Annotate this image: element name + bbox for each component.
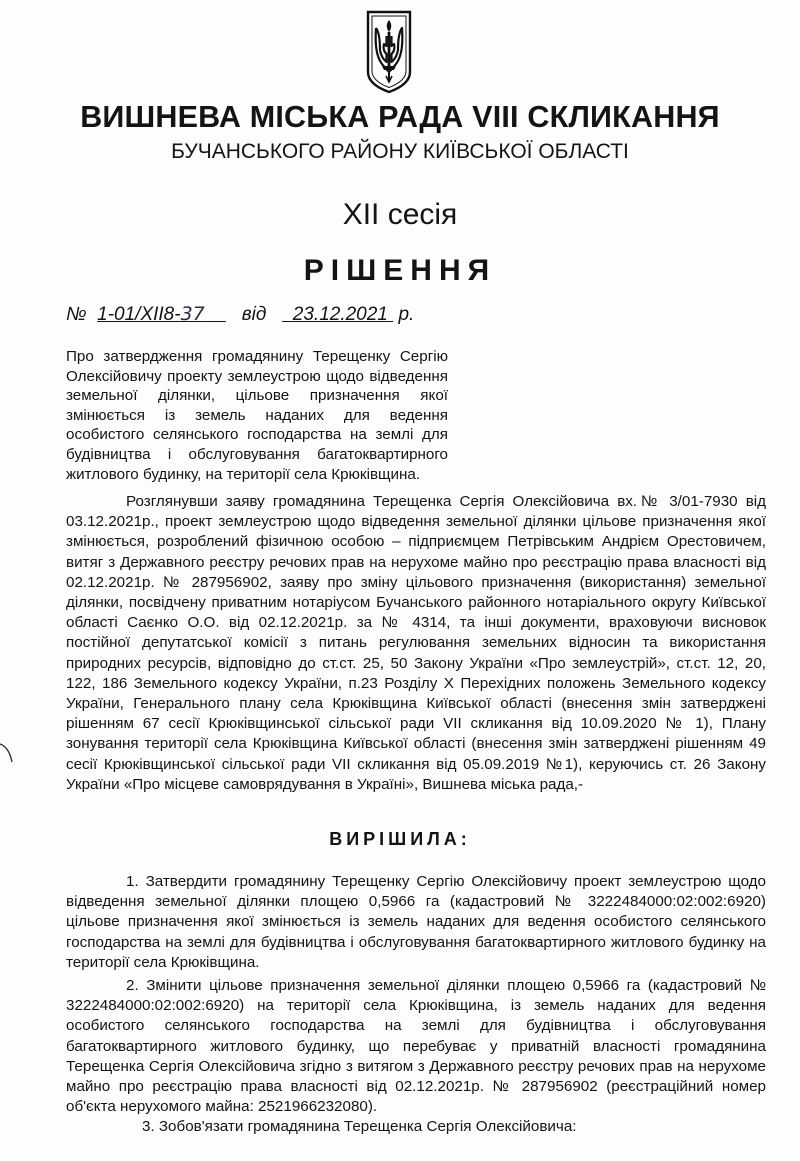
decision-item-3: 3. Зобов'язати громадянина Терещенка Сергія Олексійовича: (142, 1118, 577, 1135)
number-prefix: № (66, 304, 87, 325)
decision-item-2: 2. Змінити цільове призначення земельної ділянки площею 0,5966 га (кадастровий № 3222484000:02:002:6920) на території села Крюківщина, із земель наданих для ведення особистого селянського господарства на землі для будівництва і обслуговування багатоквартирного житлового будинку, що перебуває у приватній власності громадянина Терещенка Сергія Олексійовича згідно з витягом з Державного реєстру речових прав на нерухоме майно про реєстрацію права власності від 02.12.2021р. № 287956902 (реєстраційний номер об'єкта нерухомого майна: 2521966232080). (66, 977, 766, 1116)
coat-of-arms-of-ukraine-icon (366, 10, 412, 94)
date-suffix: р. (398, 304, 415, 325)
document-type-title: РІШЕННЯ (303, 254, 497, 287)
council-name: ВИШНЕВА МІСЬКА РАДА VIII СКЛИКАННЯ (80, 100, 720, 134)
date-prefix: від (241, 304, 267, 325)
decision-subject: Про затвердження громадянину Терещенку Сергію Олексійовичу проекту землеустрою щодо відведення земельної ділянки, цільове призначення якої змінюється із земель наданих для ведення особистого селянського господарства на землі для будівництва і обслуговування багатоквартирного житлового будинку, на території села Крюківщина. (66, 348, 448, 483)
scan-margin-mark (0, 742, 14, 764)
decision-number: 1-01/XII8-37 (97, 303, 205, 325)
decision-reference (66, 303, 414, 326)
session-title: XII сесія (342, 198, 458, 231)
council-region: БУЧАНСЬКОГО РАЙОНУ КИЇВСЬКОЇ ОБЛАСТІ (171, 140, 629, 163)
decision-date: 23.12.2021 (292, 304, 388, 325)
handwritten-number: 37 (180, 303, 205, 325)
decision-item-1: 1. Затвердити громадянину Терещенку Сергію Олексійовичу проект землеустрою щодо відведення земельної ділянки площею 0,5966 га (кадастровий № 3222484000:02:002:6920) цільове призначення якої змінюється із земель наданих для ведення особистого селянського господарства на землі для будівництва і обслуговування багатоквартирного житлового будинку на території села Крюківщина. (66, 873, 766, 971)
resolved-heading: ВИРІШИЛА: (329, 829, 471, 849)
preamble-paragraph: Розглянувши заяву громадянина Терещенка Сергія Олексійовича вх.№ 3/01-7930 від 03.12.2021р., проект землеустрою щодо відведення земельної ділянки цільове призначення якої змінюється, розроблений фізичною особою – підприємцем Петрівським Андрієм Орестовичем, витяг з Державного реєстру речових прав на нерухоме майно про реєстрацію права власності від 02.12.2021р. № 287956902, заяву про зміну цільового призначення (використання) земельної ділянки, посвідчену приватним нотаріусом Бучанського районного нотаріального округу Київської області Саєнко О.О. від 02.12.2021р. за № 4314, та інші документи, враховуючи висновок постійної депутатської комісії з питань регулювання земельних відносин та використання природних ресурсів, відповідно до ст.ст. 25, 50 Закону України «Про землеустрій», ст.ст. 12, 20, 122, 186 Земельного кодексу України, п.23 Розділу X Перехідних положень Земельного кодексу України, Генерального плану села Крюківщина Київської області (внесення змін затверджені рішенням 67 сесії Крюківщинської сільської ради VII скликання від 10.09.2020 № 1), Плану зонування території села Крюківщина Київської області (внесення змін затверджені рішенням 49 сесії Крюківщинської сільської ради VII скликання від 05.09.2019 №1), керуючись ст. 26 Закону України «Про місцеве самоврядування в Україні», Вишнева міська рада,- (66, 493, 766, 793)
